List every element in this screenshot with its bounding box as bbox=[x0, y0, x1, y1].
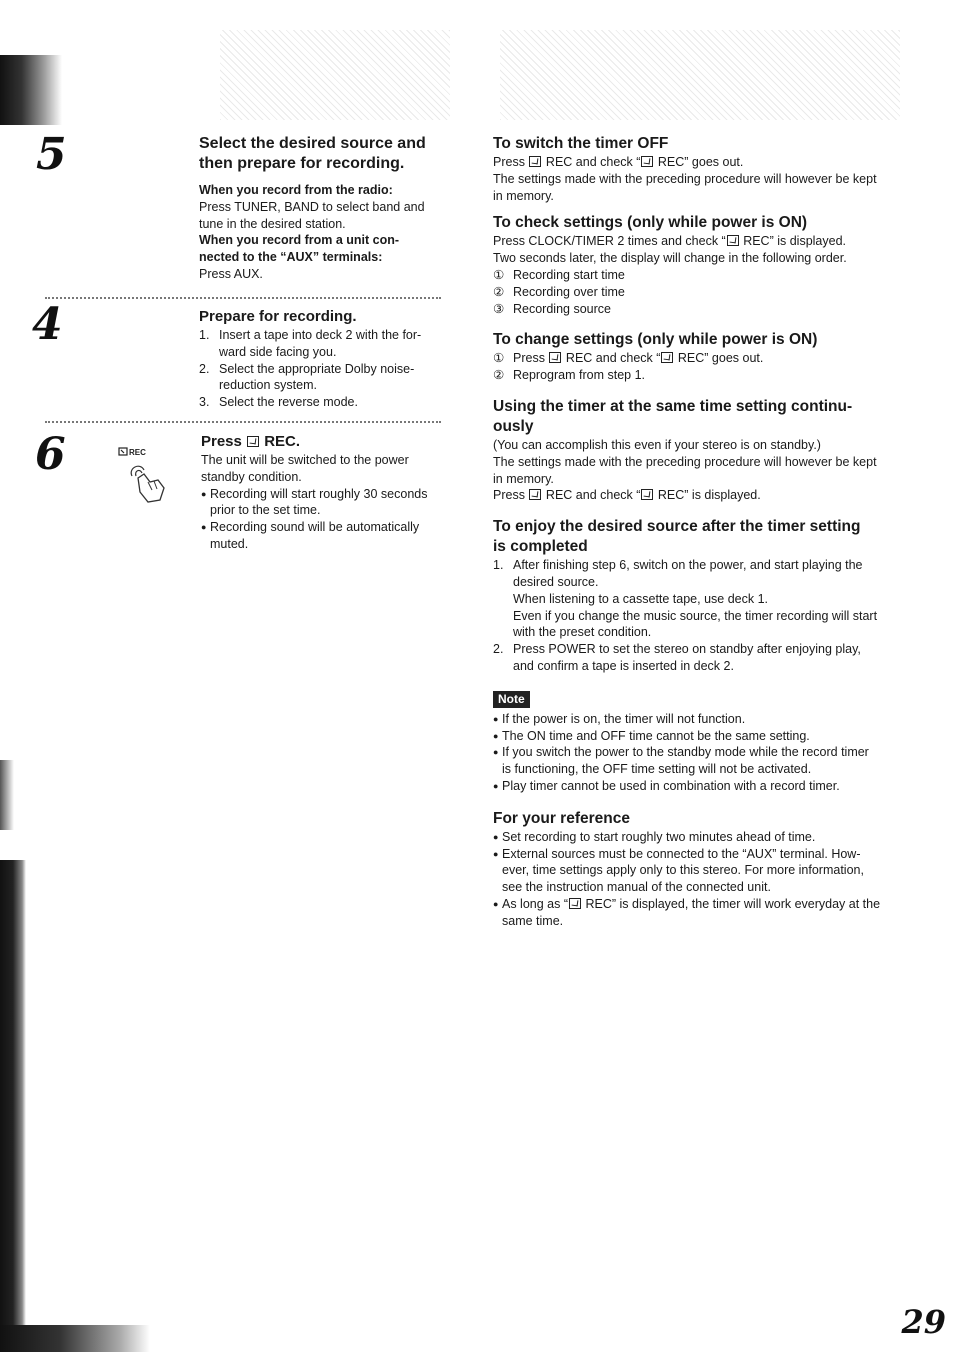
reference-section bbox=[493, 809, 903, 930]
check-settings-heading: To check settings (only while power is ON) bbox=[493, 214, 808, 232]
list-item: ● Set recording to start roughly two minutes ahead of time. bbox=[493, 829, 816, 844]
list-item: ② Recording over time bbox=[493, 284, 625, 299]
check-settings-text: Press CLOCK/TIMER 2 times and check “ REC” is displayed. bbox=[493, 234, 847, 249]
aux-text: Press AUX. bbox=[199, 266, 263, 281]
scan-shadow-top bbox=[0, 55, 62, 125]
continuous-heading: Using the timer at the same time setting continu- ously bbox=[493, 397, 853, 435]
list-item: ● As long as “ REC” is displayed, the timer will work everyday at the same time. bbox=[493, 896, 881, 928]
list-item: ① Recording start time bbox=[493, 267, 625, 282]
switch-off-memory: The settings made with the preceding procedure will however be kept in memory. bbox=[493, 171, 877, 203]
timer-icon bbox=[549, 352, 561, 363]
continuous-section bbox=[493, 397, 903, 504]
timer-icon bbox=[727, 235, 739, 246]
timer-icon bbox=[247, 436, 259, 447]
list-item: ● Recording sound will be automatically muted. bbox=[201, 520, 420, 551]
step-number-5: 5 bbox=[36, 129, 67, 180]
scan-noise-left bbox=[220, 30, 450, 120]
step-4-section bbox=[199, 307, 445, 411]
list-item: ● If you switch the power to the standby mode while the record timer is functioning, the OFF time setting will not be activated. bbox=[493, 745, 869, 777]
list-item: 1. After finishing step 6, switch on the power, and start playing the desired source. When listening to a cassette tape, use deck 1. Even if you change the music source, the timer recording will start with the preset condition. bbox=[493, 558, 878, 640]
step-6-heading: Press REC. bbox=[201, 433, 301, 450]
step-4-heading: Prepare for recording. bbox=[199, 308, 357, 325]
list-item: ● If the power is on, the timer will not function. bbox=[493, 711, 746, 726]
rec-button-press-icon bbox=[118, 446, 178, 506]
enjoy-section bbox=[493, 517, 903, 675]
scan-shadow-mid bbox=[0, 760, 14, 830]
continuous-press: Press REC and check “ REC” is displayed. bbox=[493, 488, 761, 503]
change-settings-heading: To change settings (only while power is ON) bbox=[493, 331, 818, 349]
list-item: ③ Recording source bbox=[493, 301, 611, 316]
list-item: 3. Select the reverse mode. bbox=[199, 395, 358, 410]
scan-noise-right bbox=[500, 30, 900, 120]
switch-off-section bbox=[493, 134, 903, 204]
list-item: ● External sources must be connected to the “AUX” terminal. How- ever, time settings apply only to this stereo. For more information, see the instruction manual of the connected unit. bbox=[493, 846, 864, 895]
rec-icon-label: REC bbox=[129, 448, 146, 457]
page-number: 29 bbox=[901, 1303, 946, 1341]
list-item: ● The ON time and OFF time cannot be the same setting. bbox=[493, 728, 810, 743]
reference-heading: For your reference bbox=[493, 809, 630, 827]
switch-off-heading: To switch the timer OFF bbox=[493, 135, 669, 152]
step-4-list bbox=[199, 327, 445, 411]
continuous-note: (You can accomplish this even if your stereo is on standby.) bbox=[493, 437, 821, 452]
list-item: ● Play timer cannot be used in combination with a record timer. bbox=[493, 778, 840, 793]
step-divider bbox=[45, 421, 441, 423]
check-settings-section bbox=[493, 213, 903, 317]
change-settings-section bbox=[493, 330, 903, 384]
step-5-heading: Select the desired source and then prepare for recording. bbox=[199, 135, 426, 172]
timer-icon bbox=[529, 156, 541, 167]
step-6-section bbox=[201, 432, 447, 553]
list-item: ● Recording will start roughly 30 seconds prior to the set time. bbox=[201, 486, 428, 518]
note-section bbox=[493, 691, 903, 795]
note-badge: Note bbox=[493, 691, 530, 708]
continuous-memory: The settings made with the preceding procedure will however be kept in memory. bbox=[493, 454, 877, 486]
list-item: 2. Select the appropriate Dolby noise- reduction system. bbox=[199, 361, 415, 393]
timer-icon bbox=[661, 352, 673, 363]
check-settings-order: Two seconds later, the display will change in the following order. bbox=[493, 251, 847, 266]
scan-shadow-bottom bbox=[0, 860, 26, 1352]
timer-icon bbox=[641, 489, 653, 500]
list-item: ① Press REC and check “ REC” goes out. bbox=[493, 351, 764, 366]
timer-icon bbox=[641, 156, 653, 167]
step-number-6: 6 bbox=[35, 429, 66, 480]
scan-shadow-foot bbox=[0, 1325, 150, 1352]
step-number-4: 4 bbox=[32, 299, 63, 350]
list-item: ② Reprogram from step 1. bbox=[493, 368, 645, 383]
step-5-section bbox=[199, 134, 445, 283]
right-column bbox=[493, 134, 903, 930]
radio-text: Press TUNER, BAND to select band and tune in the desired station. bbox=[199, 199, 425, 231]
timer-icon bbox=[569, 898, 581, 909]
enjoy-heading: To enjoy the desired source after the timer setting is completed bbox=[493, 518, 861, 556]
aux-label: When you record from a unit con- nected to the “AUX” terminals: bbox=[199, 233, 400, 265]
list-item: 2. Press POWER to set the stereo on standby after enjoying play, and confirm a tape is inserted in deck 2. bbox=[493, 642, 861, 673]
step-divider bbox=[45, 297, 441, 299]
radio-label: When you record from the radio: bbox=[199, 183, 393, 197]
switch-off-text: Press REC and check “ REC” goes out. bbox=[493, 155, 744, 169]
list-item: 1. Insert a tape into deck 2 with the for- ward side facing you. bbox=[199, 328, 422, 359]
timer-icon bbox=[529, 489, 541, 500]
step-6-text: The unit will be switched to the power standby condition. bbox=[201, 453, 409, 484]
